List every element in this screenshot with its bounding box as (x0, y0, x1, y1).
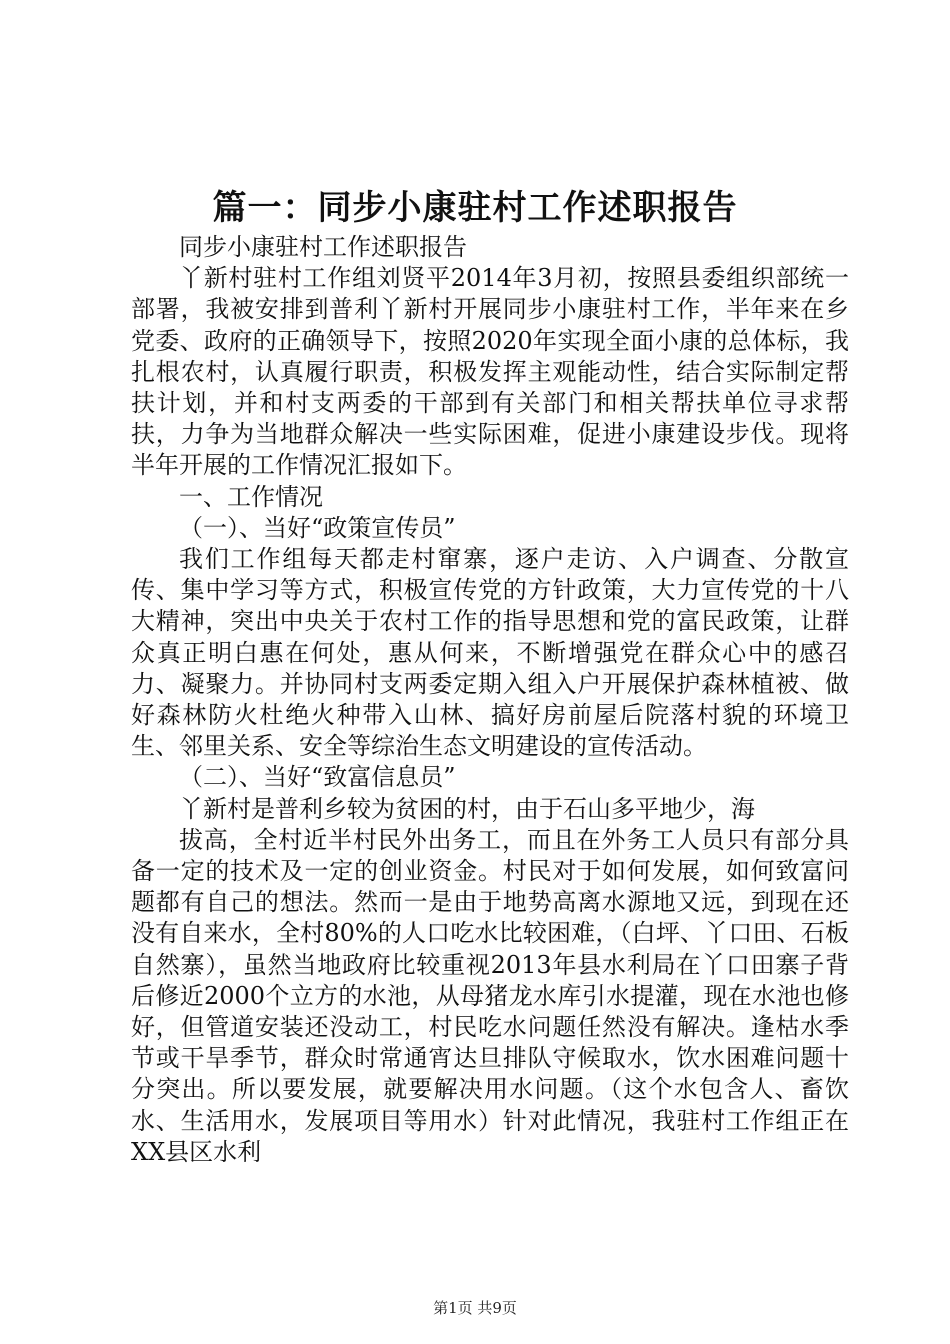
subsection-heading-info: （二）、当好“致富信息员” (179, 763, 456, 792)
page-number-footer: 第1页 共9页 (433, 1299, 517, 1317)
section-heading-work: 一、工作情况 (179, 482, 323, 511)
document-body (131, 232, 849, 1168)
document-title: 篇一：同步小康驻村工作述职报告 (212, 188, 738, 228)
policy-paragraph: 我们工作组每天都走村窜寨，逐户走访、入户调查、分散宣传、集中学习等方式，积极宣传党的方针政策，大力宣传党的十八大精神，突出中央关于农村工作的指导思想和党的富民政策，让群众真正明白惠在何处，惠从何来，不断增强党在群众心中的感召力、凝聚力。并协同村支两委定期入组入户开展保护森林植被、做好森林防火杜绝火种带入山林、搞好房前屋后院落村貌的环境卫生、邻里关系、安全等综治生态文明建设的宣传活动。 (131, 545, 849, 761)
info-paragraph-continued: 拔高，全村近半村民外出务工，而且在外务工人员只有部分具备一定的技术及一定的创业资金。村民对于如何发展，如何致富问题都有自己的想法。然而一是由于地势高离水源地又远，到现在还没有自来水，全村80%的人口吃水比较困难，（白坪、丫口田、石板自然寨），虽然当地政府比较重视2013年县水利局在丫口田寨子背后修近2000个立方的水池，从母猪龙水库引水提灌，现在水池也修好，但管道安装还没动工，村民吃水问题任然没有解决。逢枯水季节或干旱季节，群众时常通宵达旦排队守候取水，饮水困难问题十分突出。所以要发展，就要解决用水问题。（这个水包含人、畜饮水、生活用水，发展项目等用水）针对此情况，我驻村工作组正在XX县区水利 (131, 825, 849, 1166)
report-subtitle: 同步小康驻村工作述职报告 (179, 233, 467, 261)
info-paragraph-start: 丫新村是普利乡较为贫困的村，由于石山多平地少，海 (179, 794, 755, 823)
subsection-heading-policy: （一）、当好“政策宣传员” (179, 513, 456, 542)
intro-paragraph: 丫新村驻村工作组刘贤平2014年3月初，按照县委组织部统一部署，我被安排到普利丫新村开展同步小康驻村工作，半年来在乡党委、政府的正确领导下，按照2020年实现全面小康的总体标，我扎根农村，认真履行职责，积极发挥主观能动性，结合实际制定帮扶计划，并和村支两委的干部到有关部门和相关帮扶单位寻求帮扶，力争为当地群众解决一些实际困难，促进小康建设步伐。现将半年开展的工作情况汇报如下。 (131, 264, 849, 480)
